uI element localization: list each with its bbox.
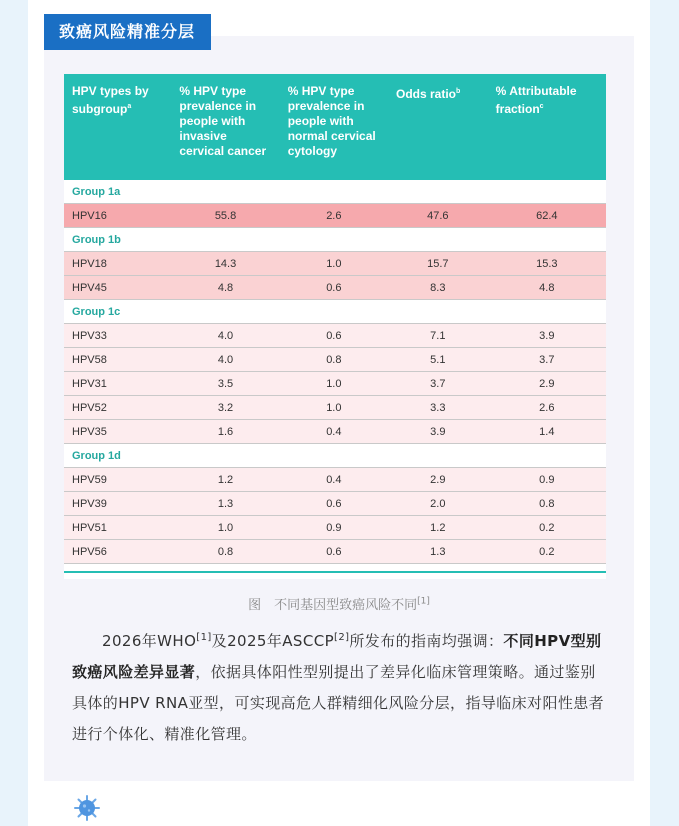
table-row xyxy=(64,516,606,540)
column-header-0: HPV types by subgroup$^a$ xyxy=(64,74,171,180)
hpv-risk-table xyxy=(64,74,606,579)
group-label: Group 1b xyxy=(64,228,606,252)
footnote-marker: c xyxy=(539,103,544,110)
column-header-3: Odds ratio$^b$ xyxy=(388,74,488,180)
value-cell: 1.2 xyxy=(171,468,279,492)
column-header-1: % HPV type prevalence in people with invasive cervical cancer xyxy=(171,74,279,180)
value-cell: 0.2 xyxy=(488,540,606,564)
table-row xyxy=(64,372,606,396)
table-row xyxy=(64,540,606,564)
hpv-type-cell: HPV33 xyxy=(64,324,171,348)
hpv-type-cell: HPV16 xyxy=(64,204,171,228)
value-cell: 1.0 xyxy=(280,372,388,396)
value-cell: 1.0 xyxy=(280,252,388,276)
hpv-type-cell: HPV45 xyxy=(64,276,171,300)
table-row xyxy=(64,348,606,372)
article-page xyxy=(28,0,650,826)
value-cell: 7.1 xyxy=(388,324,488,348)
value-cell: 2.9 xyxy=(488,372,606,396)
table-row xyxy=(64,396,606,420)
value-cell: 4.8 xyxy=(488,276,606,300)
table-row xyxy=(64,204,606,228)
hpv-type-cell: HPV56 xyxy=(64,540,171,564)
table-row xyxy=(64,252,606,276)
hpv-type-cell: HPV59 xyxy=(64,468,171,492)
group-row xyxy=(64,300,606,324)
value-cell: 0.4 xyxy=(280,468,388,492)
table-row xyxy=(64,276,606,300)
value-cell: 0.9 xyxy=(488,468,606,492)
value-cell: 2.6 xyxy=(488,396,606,420)
figure-caption: 图 不同基因型致癌风险不同[1] xyxy=(248,596,430,613)
group-label: Group 1a xyxy=(64,180,606,204)
value-cell: 0.6 xyxy=(280,492,388,516)
value-cell: 3.7 xyxy=(388,372,488,396)
value-cell: 1.0 xyxy=(280,396,388,420)
value-cell: 2.9 xyxy=(388,468,488,492)
value-cell: 3.9 xyxy=(388,420,488,444)
footnote-marker: b xyxy=(456,88,461,95)
value-cell: 0.8 xyxy=(171,540,279,564)
value-cell: 62.4 xyxy=(488,204,606,228)
table-row xyxy=(64,492,606,516)
hpv-type-cell: HPV51 xyxy=(64,516,171,540)
hpv-type-cell: HPV58 xyxy=(64,348,171,372)
value-cell: 0.6 xyxy=(280,324,388,348)
hpv-type-cell: HPV18 xyxy=(64,252,171,276)
value-cell: 0.8 xyxy=(488,492,606,516)
value-cell: 47.6 xyxy=(388,204,488,228)
value-cell: 1.0 xyxy=(171,516,279,540)
table-row xyxy=(64,324,606,348)
hpv-type-cell: HPV52 xyxy=(64,396,171,420)
hpv-type-cell: HPV39 xyxy=(64,492,171,516)
value-cell: 1.2 xyxy=(388,516,488,540)
value-cell: 4.8 xyxy=(171,276,279,300)
value-cell: 4.0 xyxy=(171,324,279,348)
value-cell: 55.8 xyxy=(171,204,279,228)
value-cell: 15.7 xyxy=(388,252,488,276)
value-cell: 14.3 xyxy=(171,252,279,276)
group-label: Group 1d xyxy=(64,444,606,468)
value-cell: 15.3 xyxy=(488,252,606,276)
value-cell: 3.7 xyxy=(488,348,606,372)
value-cell: 0.6 xyxy=(280,276,388,300)
value-cell: 0.8 xyxy=(280,348,388,372)
value-cell: 3.9 xyxy=(488,324,606,348)
hpv-type-cell: HPV31 xyxy=(64,372,171,396)
body-paragraph: 2026年WHO[1]及2025年ASCCP[2]所发布的指南均强调：不同HPV型别致癌风险差异显著，依据具体阳性型别提出了差异化临床管理策略。通过鉴别具体的HPV RNA亚型，可实现高危人群精细化风险分层，指导临床对阳性患者进行个体化、精准化管理。 xyxy=(72,632,605,743)
value-cell: 1.3 xyxy=(171,492,279,516)
value-cell: 2.0 xyxy=(388,492,488,516)
virus-icon xyxy=(74,795,100,821)
value-cell: 1.3 xyxy=(388,540,488,564)
footnote-marker: a xyxy=(127,103,132,110)
value-cell: 5.1 xyxy=(388,348,488,372)
value-cell: 8.3 xyxy=(388,276,488,300)
group-row xyxy=(64,444,606,468)
value-cell: 0.6 xyxy=(280,540,388,564)
value-cell: 3.2 xyxy=(171,396,279,420)
value-cell: 1.6 xyxy=(171,420,279,444)
table-row xyxy=(64,468,606,492)
value-cell: 0.4 xyxy=(280,420,388,444)
group-row xyxy=(64,228,606,252)
value-cell: 0.9 xyxy=(280,516,388,540)
value-cell: 0.2 xyxy=(488,516,606,540)
group-row xyxy=(64,180,606,204)
table-row xyxy=(64,420,606,444)
value-cell: 4.0 xyxy=(171,348,279,372)
column-header-4: % Attributable fraction$^c$ xyxy=(488,74,606,180)
table-body xyxy=(64,180,606,564)
group-label: Group 1c xyxy=(64,300,606,324)
value-cell: 2.6 xyxy=(280,204,388,228)
table-header-row xyxy=(64,74,606,180)
column-header-2: % HPV type prevalence in people with normal cervical cytology xyxy=(280,74,388,180)
value-cell: 3.3 xyxy=(388,396,488,420)
hpv-type-cell: HPV35 xyxy=(64,420,171,444)
value-cell: 1.4 xyxy=(488,420,606,444)
table-bottom-rule xyxy=(64,571,606,573)
section-title: 致癌风险精准分层 xyxy=(44,14,211,50)
value-cell: 3.5 xyxy=(171,372,279,396)
